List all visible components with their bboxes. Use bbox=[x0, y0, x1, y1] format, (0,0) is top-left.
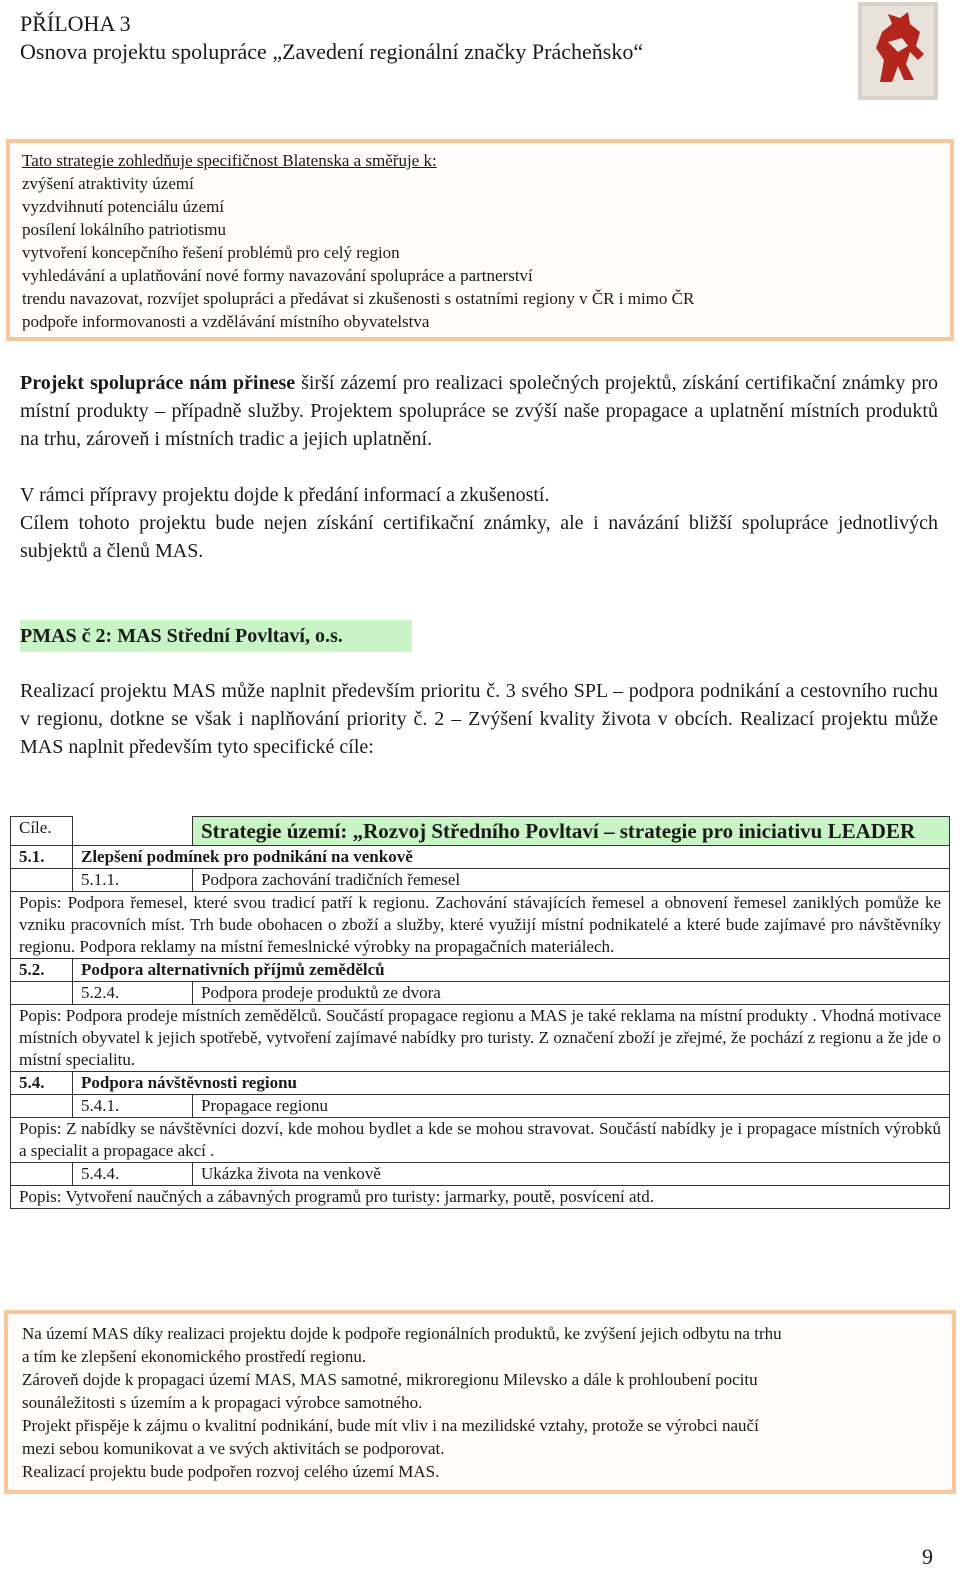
project-lead: Projekt spolupráce nám přinese bbox=[20, 372, 296, 394]
page-number: 9 bbox=[922, 1544, 933, 1569]
outcome-box bbox=[4, 1310, 956, 1494]
strategy-line: posílení lokálního patriotismu bbox=[22, 220, 226, 239]
pmas-heading: PMAS č 2: MAS Střední Povltaví, o.s. bbox=[20, 620, 412, 652]
item-description: Popis: Z nabídky se návštěvníci dozví, kde mohou bydlet a kde se mohou stravovat. Součástí nabídky je i propagace místních výrobků a specialit a propagace akcí . bbox=[11, 1118, 950, 1163]
table-row bbox=[11, 1095, 950, 1118]
outcome-line: a tím ke zlepšení ekonomického prostředí regionu. bbox=[22, 1347, 367, 1366]
item-title: Podpora zachování tradičních řemesel bbox=[193, 869, 950, 892]
outcome-line: sounáležitosti s územím a k propagaci výrobce samotného. bbox=[22, 1393, 423, 1412]
section-number: 5.1. bbox=[11, 846, 73, 869]
section-title: Podpora návštěvnosti regionu bbox=[73, 1072, 950, 1095]
goals-table bbox=[10, 816, 950, 1209]
table-row bbox=[11, 1005, 950, 1072]
item-title: Podpora prodeje produktů ze dvora bbox=[193, 982, 950, 1005]
logo bbox=[858, 2, 938, 100]
table-row bbox=[11, 869, 950, 892]
item-number: 5.4.4. bbox=[73, 1163, 193, 1186]
table-row bbox=[11, 959, 950, 982]
item-description: Popis: Podpora řemesel, které svou tradicí patří k regionu. Zachování stávajících řemesel a obnovení řemesel zaniklých pomůže ke vzniku pracovních míst. Trh bude obohacen o zboží a služby, které využijí místní podnikatelé a které bude zajímavé pro návštěvníky regionu. Podpora reklamy na místní řemeslnické výrobky na propagačních materiálech. bbox=[11, 892, 950, 959]
page-title: PŘÍLOHA 3 bbox=[20, 11, 131, 36]
table-row bbox=[11, 846, 950, 869]
item-number: 5.4.1. bbox=[73, 1095, 193, 1118]
strategy-line: trendu navazovat, rozvíjet spolupráci a předávat si zkušenosti s ostatními regiony v ČR i mimo ČR bbox=[22, 289, 695, 308]
item-number: 5.1.1. bbox=[73, 869, 193, 892]
outcome-line: Realizací projektu bude podpořen rozvoj celého území MAS. bbox=[22, 1462, 440, 1481]
item-title: Ukázka života na venkově bbox=[193, 1163, 950, 1186]
pmas-paragraph: Realizací projektu MAS může naplnit především prioritu č. 3 svého SPL – podpora podnikání a cestovního ruchu v regionu, dotkne se však i naplňování priority č. 2 – Zvýšení kvality života v obcích. Realizací projektu může MAS naplnit především tyto specifické cíle: bbox=[20, 680, 938, 758]
item-title: Propagace regionu bbox=[193, 1095, 950, 1118]
project-text: širší zázemí pro realizaci společných projektů, získání certifikační známky pro místní produkty – případně služby. Projektem spolupráce se zvýší naše propagace a uplatnění místních produktů na trhu, zároveň i místních tradic a jejich uplatnění. bbox=[20, 372, 938, 450]
project-paragraph bbox=[20, 369, 938, 453]
strategy-box bbox=[6, 139, 954, 341]
outcome-line: Na území MAS díky realizaci projektu dojde k podpoře regionálních produktů, ke zvýšení jejich odbytu na trhu bbox=[22, 1324, 782, 1343]
goals-label: Cíle. bbox=[11, 817, 73, 846]
project-paragraph-2: V rámci přípravy projektu dojde k předání informací a zkušeností. bbox=[20, 484, 550, 506]
table-row bbox=[11, 892, 950, 959]
table-row bbox=[11, 1072, 950, 1095]
section-number: 5.2. bbox=[11, 959, 73, 982]
strategy-line: vyhledávání a uplatňování nové formy navazování spolupráce a partnerství bbox=[22, 266, 533, 285]
table-header-row bbox=[11, 817, 950, 846]
strategy-title: Strategie území: „Rozvoj Středního Povltaví – strategie pro iniciativu LEADER bbox=[193, 817, 950, 846]
section-number: 5.4. bbox=[11, 1072, 73, 1095]
strategy-line: vytvoření koncepčního řešení problémů pro celý region bbox=[22, 243, 400, 262]
item-number: 5.2.4. bbox=[73, 982, 193, 1005]
project-paragraph-3: Cílem tohoto projektu bude nejen získání certifikační známky, ale i navázání bližší spolupráce jednotlivých subjektů a členů MAS. bbox=[20, 512, 938, 562]
strategy-line: podpoře informovanosti a vzdělávání místního obyvatelstva bbox=[22, 312, 430, 331]
table-row bbox=[11, 1118, 950, 1163]
section-title: Zlepšení podmínek pro podnikání na venkově bbox=[73, 846, 950, 869]
table-row bbox=[11, 982, 950, 1005]
item-description: Popis: Podpora prodeje místních zemědělců. Součástí propagace regionu a MAS je také reklama na místní produkty . Vhodná motivace místních obyvatel k jejich spotřebě, vytvoření zajímavé nabídky pro turisty. Z označení zboží je zřejmé, že pochází z regionu a že jde o místní specialitu. bbox=[11, 1005, 950, 1072]
outcome-line: Zároveň dojde k propagaci území MAS, MAS samotné, mikroregionu Milevsko a dále k prohloubení pocitu bbox=[22, 1370, 758, 1389]
table-row bbox=[11, 1163, 950, 1186]
table-row bbox=[11, 1186, 950, 1209]
outcome-line: mezi sebou komunikovat a ve svých aktivitách se podporovat. bbox=[22, 1439, 445, 1458]
page-subtitle: Osnova projektu spolupráce „Zavedení regionální značky Prácheňsko“ bbox=[20, 39, 644, 64]
strategy-line: Tato strategie zohledňuje specifičnost Blatenska a směřuje k: bbox=[22, 151, 437, 170]
strategy-line: zvýšení atraktivity území bbox=[22, 174, 194, 193]
item-description: Popis: Vytvoření naučných a zábavných programů pro turisty: jarmarky, poutě, posvícení atd. bbox=[11, 1186, 950, 1209]
heraldic-lion-icon bbox=[858, 2, 938, 100]
section-title: Podpora alternativních příjmů zemědělců bbox=[73, 959, 950, 982]
strategy-line: vyzdvihnutí potenciálu území bbox=[22, 197, 225, 216]
outcome-line: Projekt přispěje k zájmu o kvalitní podnikání, bude mít vliv i na mezilidské vztahy, protože se výrobci naučí bbox=[22, 1416, 759, 1435]
